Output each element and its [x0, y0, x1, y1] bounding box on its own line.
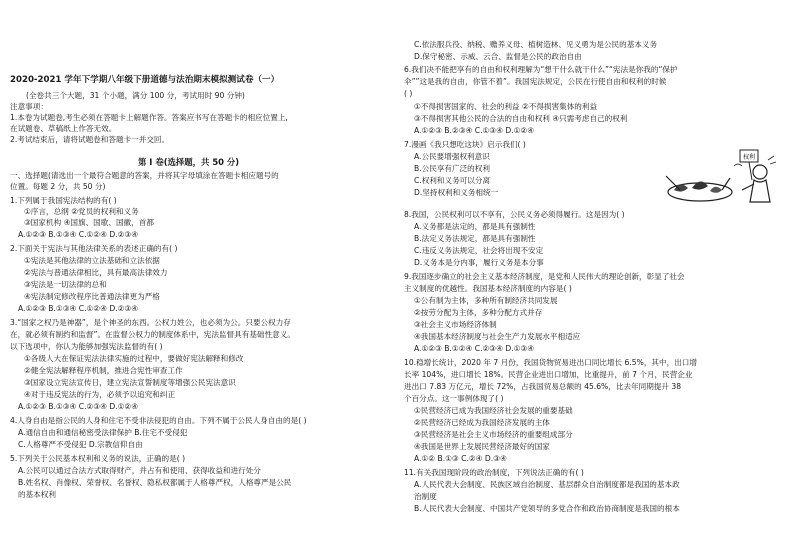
left-text-line: ③国家设立宪法宣传日，建立宪法宣誓制度等增强公民宪法意识	[24, 378, 236, 387]
right-text-line: 6.我们决不能把享有的自由和权利理解为“想干什么就干什么”“宪法是你我的“保护	[404, 65, 678, 74]
right-text-line: ④我国是世界上发展民营经济最好的国家	[414, 442, 550, 451]
right-text-line: 8.我国，公民权利可以不享有，公民义务必须得履行。这是因为( )	[404, 210, 625, 219]
left-text-line: ①宪法是其他法律的立法基础和立法依据	[24, 256, 160, 265]
right-text-line: 9.我国逐步确立的社会主义基本经济制度，是党和人民伟大的理论创新，彰显了社会	[404, 272, 685, 281]
left-text-line: ②健全宪法解释程序机制，推进合宪性审查工作	[24, 366, 183, 375]
left-text-line: A.①②③ B.①③④ C.①②④ D.②③④	[18, 304, 139, 313]
right-text-line: ②民营经济已经成为我国经济发展的主体	[414, 418, 550, 427]
left-text-line: ③国家机构 ④国旗、国歌、国徽，首都	[24, 218, 154, 227]
left-text-line: 在，就必须有制约和监督”。在监督公权力的制度体系中，宪法监督具有基础性意义。	[10, 330, 295, 339]
left-text-line: A.通信自由和通信秘密受法律保护 B.住宅不受侵犯	[18, 428, 188, 437]
left-text-line: A.公民可以通过合法方式取得财产，并占有和使用、获得收益和进行处分	[18, 466, 261, 475]
right-text-line: ③社会主义市场经济体制	[414, 320, 497, 329]
right-text-line: ( )	[404, 89, 413, 98]
right-text-line: ①不得损害国家的、社会的利益 ②不得损害集体的利益	[414, 102, 598, 111]
left-text-line: 4.人身自由是指公民的人身和住宅不受非法侵犯的自由。下列不属于公民人身自由的是( )	[10, 416, 307, 425]
left-text-line: 位置。每题 2 分，共 50 分)	[10, 182, 106, 191]
left-text-line: (全卷共三个大题，31 个小题，满分 100 分，考试用时 90 分钟)	[26, 91, 245, 100]
right-text-line: C.依法服兵役、纳税、赡养义母、植树造林、见义勇为是公民的基本义务	[414, 40, 658, 49]
right-text-line: B.人民代表大会制度、中国共产党领导的多党合作和政治协商制度是我国的根本	[414, 504, 680, 513]
right-text-line: D.保守秘密、示威、云合、监督是公民的政治自由	[414, 52, 582, 61]
right-text-line: D.义务本是分内事，履行义务是本分事	[414, 258, 544, 267]
right-column	[404, 0, 786, 560]
right-text-line: 进出口 7.83 万亿元，增长 72%，占我国贸易总额的 45.6%，比去年同期提升 38	[404, 382, 682, 391]
right-text-line: ②按劳分配为主体，多种分配方式并存	[414, 308, 543, 317]
left-column	[10, 0, 392, 560]
left-text-line: 5.下列关于公民基本权利和义务的说法，正确的是( )	[10, 454, 186, 463]
right-text-line: A.义务都是法定的，都是具有强制性	[414, 222, 536, 231]
left-text-line: 以下选项中，你认为能够加强宪法监督的有( )	[10, 342, 163, 351]
right-text-line: A.①②③ B.②③④ C.①③④ D.①②④	[414, 126, 535, 135]
right-text-line: A.①②③ B.①②④ C.②③④ D.①③④	[414, 344, 535, 353]
left-text-line: 一、选择题(请选出一个最符合题意的答案，并将其字母填涂在答题卡相应题号的	[10, 171, 279, 180]
right-text-line: 11.有关我国现阶段的政治制度，下列说法正确的有( )	[404, 468, 584, 477]
left-text-line: ④对于违反宪法的行为，必须予以追究和纠正	[24, 390, 176, 399]
left-text-line: 1.本卷为试题卷,考生必须在答题卡上解题作答。答案应书写在答题卡的相应位置上,	[10, 113, 288, 122]
right-text-line: D.坚持权利和义务相统一	[414, 188, 499, 197]
left-text-line: C.人格尊严不受侵犯 D.宗教信仰自由	[18, 440, 143, 449]
cartoon-illustration	[656, 146, 778, 210]
right-text-line: ④我国基本经济制度与社会生产力发展水平相适应	[414, 332, 581, 341]
right-text-line: 个百分点。这一事例体现了( )	[404, 394, 504, 403]
left-text-line: 注意事项：	[10, 102, 48, 111]
left-text-line: 2020-2021 学年下学期八年级下册道德与法治期末模拟测试卷（一）	[10, 75, 280, 85]
right-text-line: ③民营经济是社会主义市场经济的重要组成部分	[414, 430, 573, 439]
left-text-line: B.姓名权、肖像权、荣誉权、名誉权、隐私权都属于人格尊严权，人格尊严是公民	[18, 478, 292, 487]
right-text-line: 治制度	[414, 492, 437, 501]
right-text-line: B.公民享有广泛的权利	[414, 164, 490, 173]
left-text-line: 1.下列属于我国宪法结构的有( )	[10, 196, 117, 205]
right-text-line: ③不得损害其他公民的合法的自由和权利 ④只需考虑自己的权利	[414, 114, 628, 123]
right-text-line: 10.稳增长统计，2020 年 7 月份，我国货物贸易进出口同比增长 6.5%，其中，出口增	[404, 358, 697, 367]
left-text-line: ②宪法与普通法律相比，具有最高法律效力	[24, 268, 168, 277]
left-text-line: 2.下面关于宪法与其他法律关系的表述正确的有( )	[10, 244, 178, 253]
cartoon-sign-text: 权利	[742, 154, 756, 161]
left-text-line: 的基本权利	[18, 490, 56, 499]
right-text-line: 长率 104%，进口增长 18%。民营企业进出口增加，比重提升，前 7 个月，民营企业	[404, 370, 693, 379]
left-text-line: ①序言，总纲 ②党员的权利和义务	[24, 207, 139, 216]
right-text-line: A.公民要增强权利意识	[414, 152, 490, 161]
left-text-line: A.①②③ B.①③④ C.①②④ D.②③④	[18, 230, 139, 239]
left-text-line: A.①②③ B.①③④ C.②③④ D.①②④	[18, 402, 139, 411]
left-text-line: 第 I 卷(选择题，共 50 分)	[138, 157, 240, 167]
left-text-line: 在试题卷、草稿纸上作答无效。	[10, 124, 117, 133]
right-text-line: C.权利和义务可以分离	[414, 176, 491, 185]
right-text-line: 7.漫画《我只想吃这块》启示我们( )	[404, 140, 526, 149]
left-text-line: ③宪法是一切法律的总和	[24, 280, 107, 289]
right-text-line: ①公有制为主体，多种所有制经济共同发展	[414, 296, 558, 305]
right-text-line: ①民营经济已成为我国经济社会发展的重要基础	[414, 406, 573, 415]
right-text-line: A.①② B.①③ C.②④ D.③④	[414, 454, 507, 463]
left-text-line: ④宪法制定修改程序比普通法律更为严格	[24, 292, 160, 301]
right-text-line: 主义制度的优越性。我国基本经济制度的内容是( )	[404, 284, 572, 293]
right-text-line: C.违反义务法规定，社会将出现不安定	[414, 246, 544, 255]
right-text-line: A.人民代表大会制度、民族区域自治制度、基层群众自治制度都是我国的基本政	[414, 480, 680, 489]
right-text-line: 伞””这是我的自由，你管不着”。我国宪法规定，公民在行使自由和权利的时候	[404, 77, 667, 86]
left-text-line: 3.“国家之权乃是神器”，是个神圣的东西。公权力姓公，也必须为公。只要公权力存	[10, 318, 291, 327]
left-text-line: ①各级人大在保证宪法法律实施的过程中，要做好宪法解释和修改	[24, 354, 244, 363]
right-text-line: B.法定义务法规定，都是具有强制性	[414, 234, 536, 243]
left-text-line: 2.考试结束后，请将试题卷和答题卡一并交回。	[10, 135, 170, 144]
